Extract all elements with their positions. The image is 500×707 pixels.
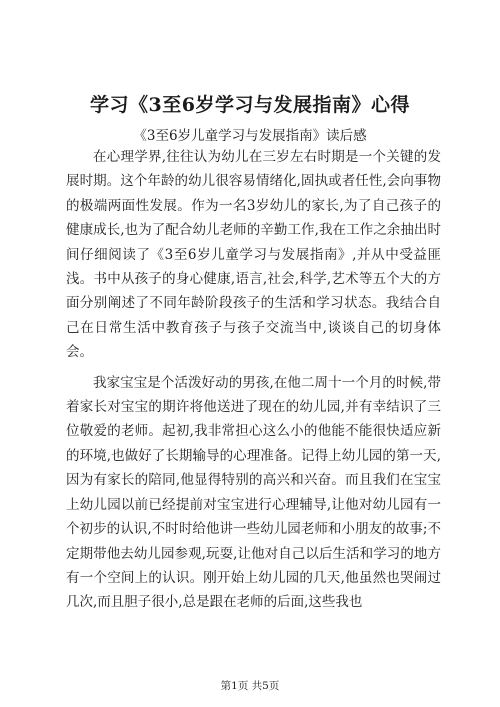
paragraph-2: 我家宝宝是个活泼好动的男孩,在他二周十一个月的时候,带着家长对宝宝的期许将他送进了现在的幼儿园,并有幸结识了三位敬爱的老师。起初,我非常担心这么小的他能不能很快适应新的环境,也做好了长期输导的心理准备。记得上幼儿园的第一天,因为有家长的陪同,他显得特别的高兴和兴奋。而且我们在宝宝上幼儿园以前已经提前对宝宝进行心理辅导,让他对幼儿园有一个初步的认识,不时时给他讲一些幼儿园老师和小朋友的故事;不定期带他去幼儿园参观,玩耍,让他对自己以后生活和学习的地方有一个空间上的认识。刚开始上幼儿园的几天,他虽然也哭闹过几次,而且胆子很小,总是跟在老师的后面,这些我也 xyxy=(66,374,441,611)
document-title: 学习《3至6岁学习与发展指南》心得 xyxy=(90,94,410,116)
page-footer: 第1页 共5页 xyxy=(220,680,280,692)
document-subtitle: 《3至6岁儿童学习与发展指南》读后感 xyxy=(133,128,367,144)
document-body xyxy=(66,145,441,615)
paragraph-1: 在心理学界,往往认为幼儿在三岁左右时期是一个关键的发展时期。这个年龄的幼儿很容易情绪化,固执或者任性,会向事物的极端两面性发展。作为一名3岁幼儿的家长,为了自己孩子的健康成长,也为了配合幼儿老师的辛勤工作,我在工作之余抽出时间仔细阅读了《3至6岁儿童学习与发展指南》,并从中受益匪浅。书中从孩子的身心健康,语言,社会,科学,艺术等五个大的方面分别阐述了不同年龄阶段孩子的生活和学习状态。我结合自己在日常生活中教育孩子与孩子交流当中,谈谈自己的切身体会。 xyxy=(66,149,441,361)
